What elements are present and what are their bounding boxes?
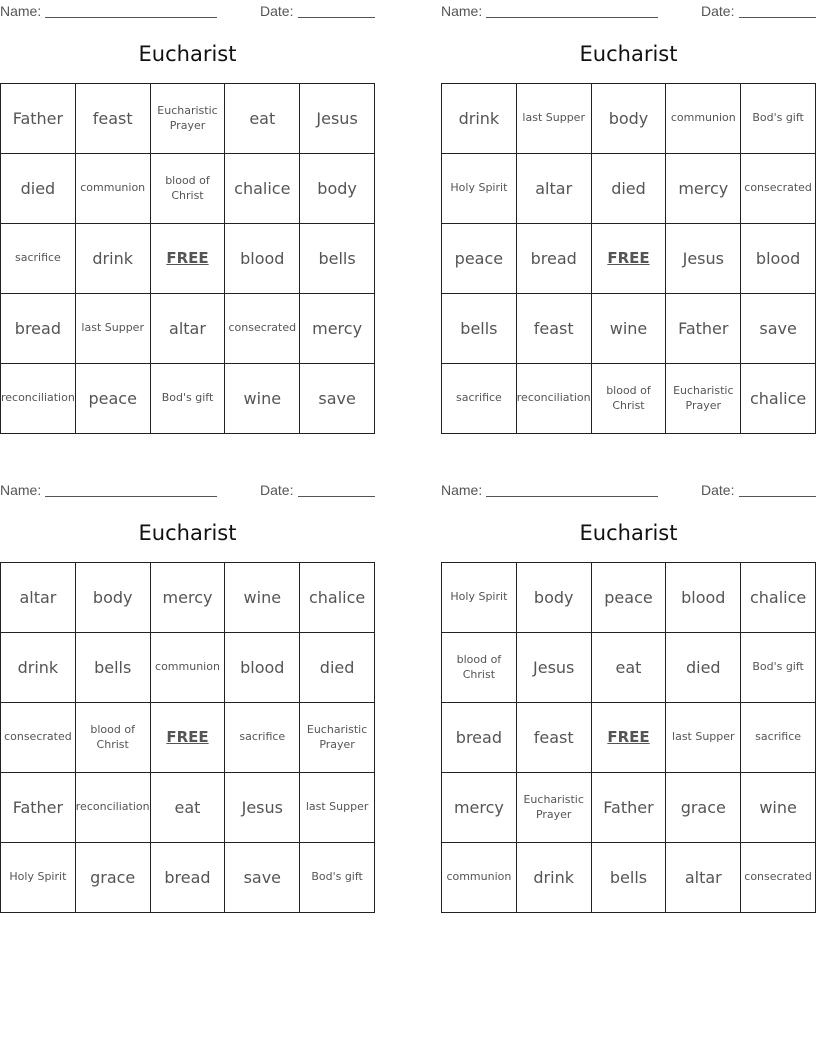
name-label: Name: [0,3,42,19]
bingo-cell[interactable]: Bod's gift [741,84,816,154]
bingo-cell[interactable]: died [666,633,741,703]
card-header [0,479,375,501]
bingo-cell[interactable]: reconciliation [76,773,151,843]
bingo-cell[interactable]: Bod's gift [300,843,375,913]
bingo-cell[interactable]: body [592,84,667,154]
bingo-cell[interactable]: Eucharistic Prayer [666,364,741,434]
card-header [0,0,375,22]
date-line[interactable] [298,496,375,497]
bingo-cell[interactable]: grace [76,843,151,913]
bingo-cell[interactable]: altar [151,294,226,364]
bingo-cell[interactable]: Father [592,773,667,843]
bingo-cell[interactable]: feast [76,84,151,154]
card-header [441,479,816,501]
bingo-cell[interactable]: wine [592,294,667,364]
bingo-cell[interactable]: peace [442,224,517,294]
bingo-cell[interactable]: died [1,154,76,224]
bingo-cell[interactable]: blood [225,224,300,294]
bingo-cell[interactable]: last Supper [76,294,151,364]
bingo-cell[interactable]: wine [225,563,300,633]
bingo-cell[interactable]: blood of Christ [442,633,517,703]
bingo-cell[interactable]: last Supper [666,703,741,773]
bingo-cell[interactable]: bells [300,224,375,294]
bingo-cell[interactable]: drink [517,843,592,913]
bingo-cell[interactable]: altar [1,563,76,633]
card-header [441,0,816,22]
bingo-cell[interactable]: Eucharistic Prayer [517,773,592,843]
bingo-cell[interactable]: blood [225,633,300,703]
bingo-cell[interactable]: body [76,563,151,633]
bingo-cell[interactable]: wine [225,364,300,434]
name-line[interactable] [486,496,658,497]
bingo-cell[interactable]: blood of Christ [151,154,226,224]
bingo-cell[interactable]: bread [151,843,226,913]
bingo-cell[interactable]: died [592,154,667,224]
name-label: Name: [441,482,483,498]
bingo-cell[interactable]: altar [666,843,741,913]
date-line[interactable] [739,496,816,497]
bingo-cell[interactable]: Jesus [517,633,592,703]
bingo-cell[interactable]: consecrated [741,154,816,224]
date-label: Date: [701,3,735,19]
bingo-grid [0,562,375,913]
bingo-cell[interactable]: consecrated [225,294,300,364]
bingo-cell[interactable]: save [741,294,816,364]
free-cell[interactable]: FREE [592,703,667,773]
bingo-cell[interactable]: body [517,563,592,633]
bingo-card [0,0,375,434]
bingo-cell[interactable]: communion [76,154,151,224]
bingo-cell[interactable]: Bod's gift [741,633,816,703]
card-title: Eucharist [138,521,237,545]
bingo-cell[interactable]: mercy [300,294,375,364]
bingo-cell[interactable]: blood of Christ [76,703,151,773]
bingo-cell[interactable]: Holy Spirit [442,154,517,224]
card-title: Eucharist [579,42,678,66]
bingo-cell[interactable]: bells [592,843,667,913]
bingo-cell[interactable]: mercy [666,154,741,224]
bingo-cell[interactable]: Eucharistic Prayer [151,84,226,154]
bingo-cell[interactable]: sacrifice [1,224,76,294]
name-label: Name: [0,482,42,498]
bingo-cell[interactable]: chalice [225,154,300,224]
bingo-cell[interactable]: Bod's gift [151,364,226,434]
date-line[interactable] [298,17,375,18]
bingo-cell[interactable]: Jesus [300,84,375,154]
bingo-cell[interactable]: bells [442,294,517,364]
bingo-card [0,479,375,913]
bingo-cell[interactable]: bread [1,294,76,364]
bingo-cell[interactable]: sacrifice [741,703,816,773]
bingo-cell[interactable]: reconciliation [517,364,592,434]
name-line[interactable] [486,17,658,18]
bingo-cell[interactable]: drink [76,224,151,294]
bingo-grid [0,83,375,434]
date-line[interactable] [739,17,816,18]
bingo-cell[interactable]: Father [666,294,741,364]
free-cell[interactable]: FREE [592,224,667,294]
bingo-cell[interactable]: died [300,633,375,703]
bingo-cell[interactable]: altar [517,154,592,224]
name-label: Name: [441,3,483,19]
bingo-cell[interactable]: drink [442,84,517,154]
bingo-cell[interactable]: eat [225,84,300,154]
bingo-cell[interactable]: sacrifice [442,364,517,434]
bingo-cell[interactable]: grace [666,773,741,843]
bingo-cell[interactable]: blood [666,563,741,633]
card-title: Eucharist [579,521,678,545]
bingo-cell[interactable]: chalice [741,364,816,434]
bingo-cell[interactable]: Father [1,84,76,154]
bingo-cell[interactable]: bells [76,633,151,703]
bingo-cell[interactable]: body [300,154,375,224]
bingo-cell[interactable]: communion [442,843,517,913]
bingo-cell[interactable]: chalice [741,563,816,633]
bingo-card [441,479,816,913]
bingo-cell[interactable]: save [300,364,375,434]
date-label: Date: [260,482,294,498]
bingo-card [441,0,816,434]
bingo-cell[interactable]: peace [592,563,667,633]
bingo-cell[interactable]: wine [741,773,816,843]
bingo-cell[interactable]: Jesus [225,773,300,843]
free-cell[interactable]: FREE [151,703,226,773]
bingo-cell[interactable]: chalice [300,563,375,633]
bingo-cell[interactable]: consecrated [741,843,816,913]
bingo-cell[interactable]: bread [517,224,592,294]
bingo-cell[interactable]: drink [1,633,76,703]
bingo-cell[interactable]: mercy [151,563,226,633]
date-label: Date: [260,3,294,19]
date-label: Date: [701,482,735,498]
bingo-cell[interactable]: consecrated [1,703,76,773]
bingo-cell[interactable]: Holy Spirit [1,843,76,913]
bingo-cell[interactable]: eat [592,633,667,703]
bingo-cell[interactable]: communion [151,633,226,703]
bingo-cell[interactable]: mercy [442,773,517,843]
name-line[interactable] [45,496,217,497]
bingo-cell[interactable]: feast [517,294,592,364]
name-line[interactable] [45,17,217,18]
bingo-cell[interactable]: peace [76,364,151,434]
bingo-cell[interactable]: last Supper [300,773,375,843]
free-cell[interactable]: FREE [151,224,226,294]
bingo-cell[interactable]: save [225,843,300,913]
bingo-cell[interactable]: feast [517,703,592,773]
bingo-grid [441,562,816,913]
bingo-cell[interactable]: sacrifice [225,703,300,773]
bingo-cell[interactable]: Eucharistic Prayer [300,703,375,773]
bingo-cell[interactable]: blood of Christ [592,364,667,434]
bingo-cell[interactable]: Jesus [666,224,741,294]
bingo-cell[interactable]: communion [666,84,741,154]
card-title: Eucharist [138,42,237,66]
bingo-cell[interactable]: eat [151,773,226,843]
bingo-cell[interactable]: reconciliation [1,364,76,434]
bingo-cell[interactable]: Father [1,773,76,843]
bingo-cell[interactable]: Holy Spirit [442,563,517,633]
bingo-cell[interactable]: last Supper [517,84,592,154]
bingo-cell[interactable]: bread [442,703,517,773]
bingo-cell[interactable]: blood [741,224,816,294]
bingo-grid [441,83,816,434]
